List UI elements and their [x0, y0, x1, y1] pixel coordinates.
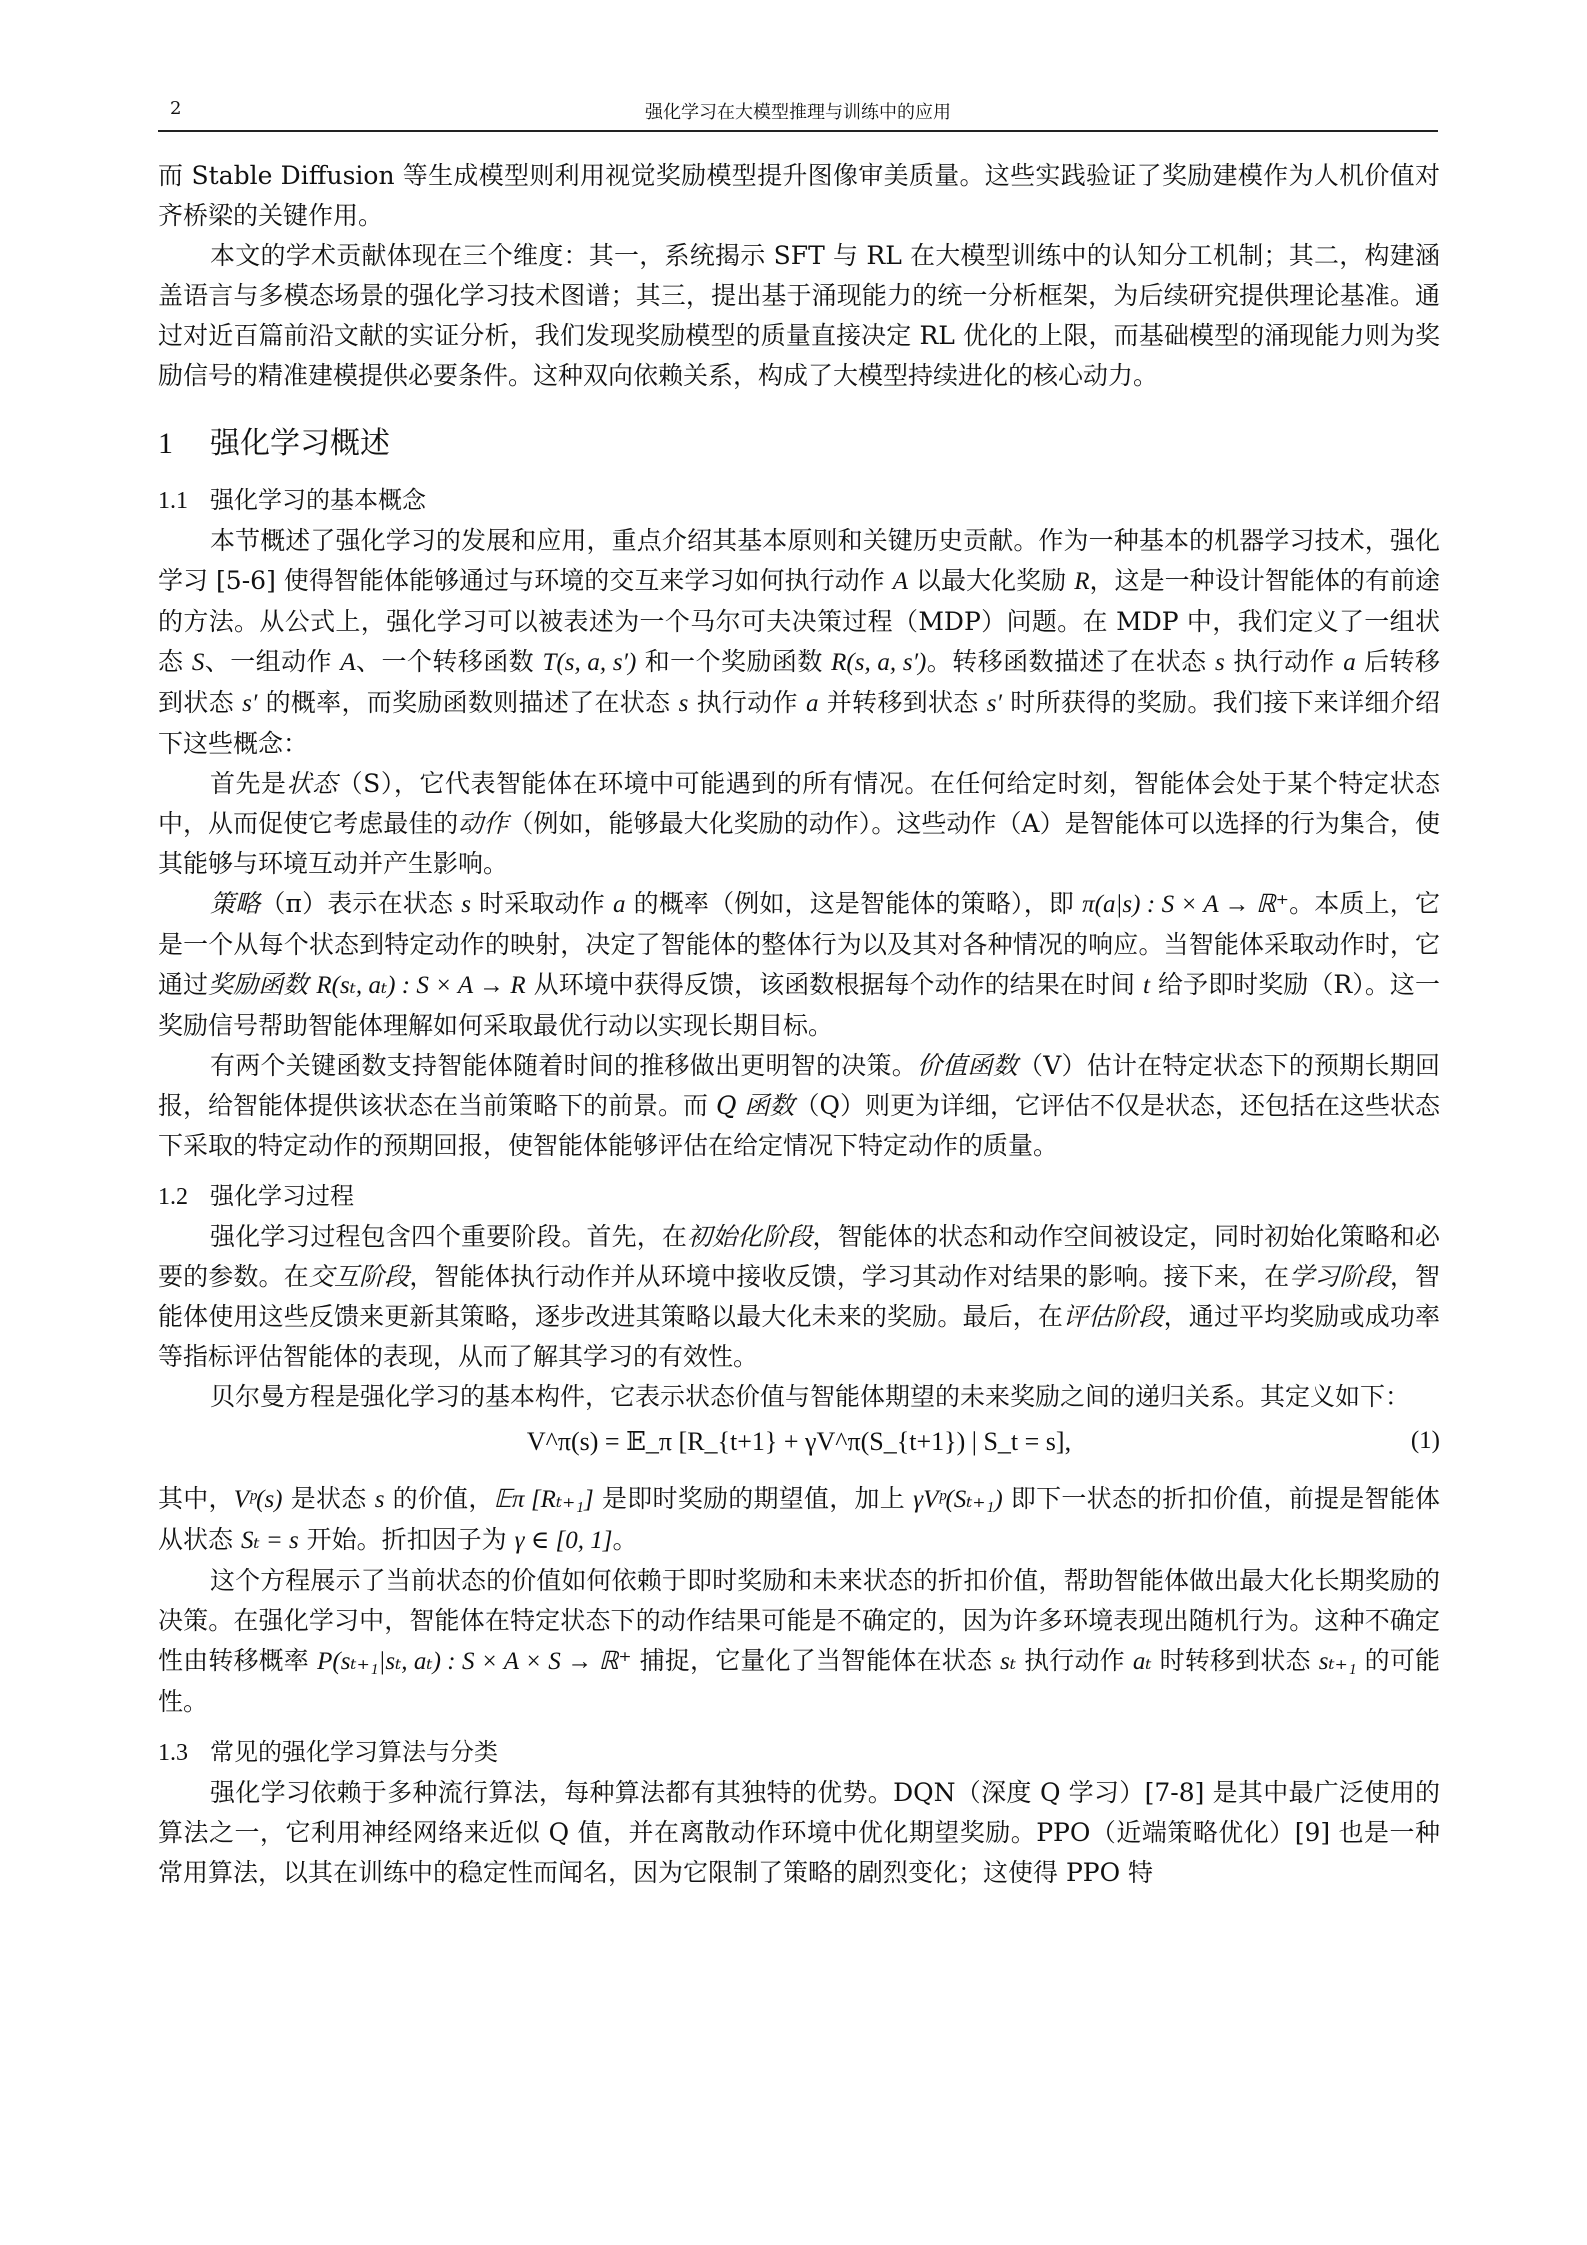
subsection-number: 1.1 [158, 488, 188, 514]
subsection-heading-1-2 [158, 1176, 1440, 1211]
paragraph-intro-1: 而 Stable Diffusion 等生成模型则利用视觉奖励模型提升图像审美质量。这些实践验证了奖励建模作为人机价值对齐桥梁的关键作用。 [158, 161, 1440, 230]
paragraph-rl-process: 强化学习过程包含四个重要阶段。首先，在初始化阶段，智能体的状态和动作空间被设定，同时初始化策略和必要的参数。在交互阶段，智能体执行动作并从环境中接收反馈，学习其动作对结果的影响。接下来，在学习阶段，智能体使用这些反馈来更新其策略，逐步改进其策略以最大化未来的奖励。最后，在评估阶段，通过平均奖励或成功率等指标评估智能体的表现，从而了解其学习的有效性。 [158, 1222, 1440, 1371]
section-number: 1 [158, 427, 173, 460]
section-heading-1 [158, 418, 1440, 462]
subsection-number: 1.3 [158, 1740, 188, 1766]
subsection-title: 强化学习的基本概念 [210, 486, 426, 514]
paragraph-policy: 策略（π）表示在状态 s 时采取动作 a 的概率（例如，这是智能体的策略），即 π(a|s) : S × A → ℝ⁺。本质上，它是一个从每个状态到特定动作的映射，决定了智能体的整体行为以及其对各种情况的响应。当智能体采取动作时，它通过奖励函数 R(sₜ, aₜ) : S × A → R 从环境中获得反馈，该函数根据每个动作的结果在时间 t 给予即时奖励（R）。这一奖励信号帮助智能体理解如何采取最优行动以实现长期目标。 [158, 889, 1440, 1040]
equation-number: (1) [1410, 1427, 1440, 1454]
paragraph-rl-basics: 本节概述了强化学习的发展和应用，重点介绍其基本原则和关键历史贡献。作为一种基本的机器学习技术，强化学习 [5-6] 使得智能体能够通过与环境的交互来学习如何执行动作 A 以最大化奖励 R，这是一种设计智能体的有前途的方法。从公式上，强化学习可以被表述为一个马尔可夫决策过程（MDP）问题。在 MDP 中，我们定义了一组状态 S、一组动作 A、一个转移函数 T(s, a, s′) 和一个奖励函数 R(s, a, s′)。转移函数描述了在状态 s 执行动作 a 后转移到状态 s′ 的概率，而奖励函数则描述了在状态 s 执行动作 a 并转移到状态 s′ 时所获得的奖励。我们接下来详细介绍下这些概念： [158, 526, 1440, 758]
subsection-heading-1-1 [158, 480, 1440, 515]
page-header [158, 94, 1438, 132]
paragraph-where: 其中，Vᵖ(s) 是状态 s 的价值，𝔼π [Rₜ₊₁] 是即时奖励的期望值，加上 γVᵖ(Sₜ₊₁) 即下一状态的折扣价值，前提是智能体从状态 Sₜ = s 开始。折扣因子为 γ ∈ [0, 1]。 [158, 1484, 1440, 1554]
page-number: 2 [170, 98, 182, 119]
running-title: 强化学习在大模型推理与训练中的应用 [645, 102, 951, 123]
paragraph-bellman: 贝尔曼方程是强化学习的基本构件，它表示状态价值与智能体期望的未来奖励之间的递归关系。其定义如下： [210, 1382, 1411, 1411]
subsection-title: 常见的强化学习算法与分类 [210, 1738, 498, 1766]
page-body [158, 156, 1440, 1893]
section-title: 强化学习概述 [210, 426, 390, 461]
subsection-title: 强化学习过程 [210, 1182, 354, 1210]
paragraph-equation-desc: 这个方程展示了当前状态的价值如何依赖于即时奖励和未来状态的折扣价值，帮助智能体做出最大化长期奖励的决策。在强化学习中，智能体在特定状态下的动作结果可能是不确定的，因为许多环境表现出随机行为。这种不确定性由转移概率 P(sₜ₊₁|sₜ, aₜ) : S × A × S → ℝ⁺ 捕捉，它量化了当智能体在状态 sₜ 执行动作 aₜ 时转移到状态 sₜ₊₁ 的可能性。 [158, 1566, 1440, 1716]
paragraph-value-function: 有两个关键函数支持智能体随着时间的推移做出更明智的决策。价值函数（V）估计在特定状态下的预期长期回报，给智能体提供该状态在当前策略下的前景。而 Q 函数（Q）则更为详细，它评估不仅是状态，还包括在这些状态下采取的特定动作的预期回报，使智能体能够评估在给定情况下特定动作的质量。 [158, 1051, 1440, 1160]
paragraph-intro-2: 本文的学术贡献体现在三个维度：其一，系统揭示 SFT 与 RL 在大模型训练中的认知分工机制；其二，构建涵盖语言与多模态场景的强化学习技术图谱；其三，提出基于涌现能力的统一分析框架，为后续研究提供理论基准。通过对近百篇前沿文献的实证分析，我们发现奖励模型的质量直接决定 RL 优化的上限，而基础模型的涌现能力则为奖励信号的精准建模提供必要条件。这种双向依赖关系，构成了大模型持续进化的核心动力。 [158, 241, 1440, 390]
paragraph-algorithms: 强化学习依赖于多种流行算法，每种算法都有其独特的优势。DQN（深度 Q 学习）[7-8] 是其中最广泛使用的算法之一，它利用神经网络来近似 Q 值，并在离散动作环境中优化期望奖励。PPO（近端策略优化）[9] 也是一种常用算法，以其在训练中的稳定性而闻名，因为它限制了策略的剧烈变化；这使得 PPO 特 [158, 1778, 1440, 1887]
subsection-heading-1-3 [158, 1732, 1440, 1767]
subsection-number: 1.2 [158, 1184, 188, 1210]
equation-1 [158, 1421, 1440, 1477]
equation-expression: V^π(s) = 𝔼_π [R_{t+1} + γV^π(S_{t+1}) | S_t = s], [526, 1427, 1072, 1456]
paragraph-state: 首先是状态（S），它代表智能体在环境中可能遇到的所有情况。在任何给定时刻，智能体会处于某个特定状态中，从而促使它考虑最佳的动作（例如，能够最大化奖励的动作）。这些动作（A）是智能体可以选择的行为集合，使其能够与环境互动并产生影响。 [158, 769, 1440, 878]
